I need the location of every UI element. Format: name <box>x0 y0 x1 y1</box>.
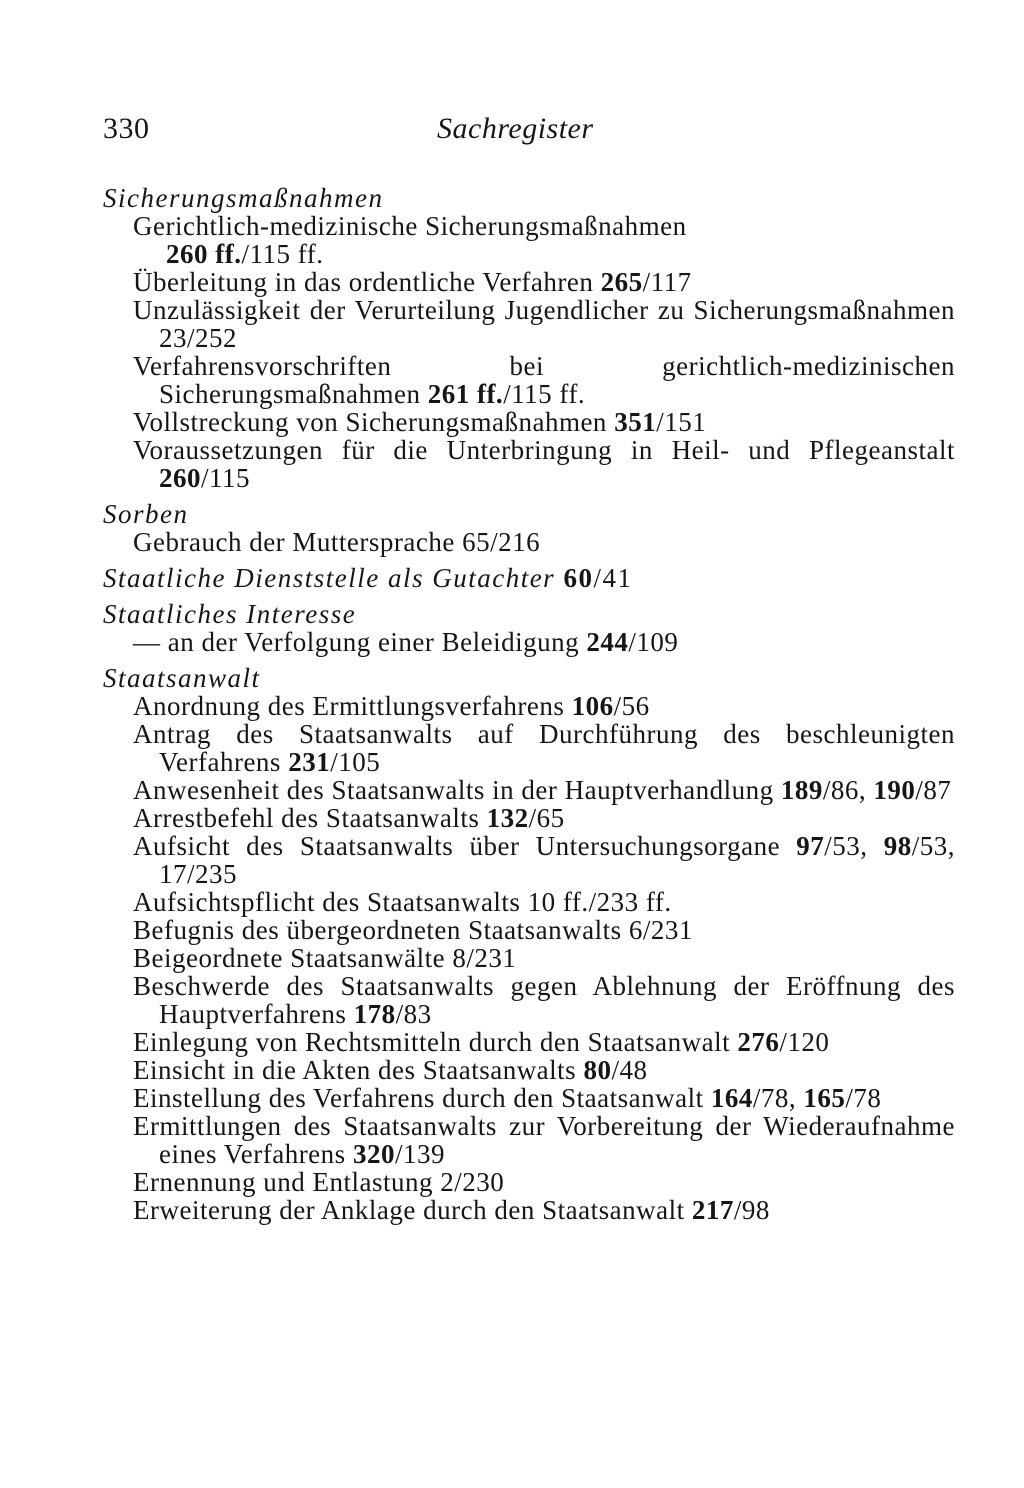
index-entry: Aufsichtspflicht des Staatsanwalts 10 ff./233 ff. <box>133 887 672 917</box>
index-section <box>103 184 955 492</box>
index-entry: Überleitung in das ordentliche Verfahren 265/117 <box>133 267 692 297</box>
index-entry: Verfahrensvorschriften bei gerichtlich-medizinischen Sicherungsmaßnahmen 261 ff./115 ff. <box>133 351 955 409</box>
index-entry: Aufsicht des Staatsanwalts über Untersuchungsorgane 97/53, 98/53, 17/235 <box>133 831 955 889</box>
section-heading: Staatliches Interesse <box>103 599 357 629</box>
section-heading: Staatliche Dienststelle als Gutachter 60/41 <box>103 563 633 593</box>
index-entry: Arrestbefehl des Staatsanwalts 132/65 <box>133 803 565 833</box>
index-entry: Beigeordnete Staatsanwälte 8/231 <box>133 943 517 973</box>
index-entry: Anwesenheit des Staatsanwalts in der Hauptverhandlung 189/86, 190/87 <box>133 775 952 805</box>
index-entry: Erweiterung der Anklage durch den Staatsanwalt 217/98 <box>133 1195 770 1225</box>
index-entry: Beschwerde des Staatsanwalts gegen Ablehnung der Eröffnung des Hauptverfahrens 178/83 <box>133 971 955 1029</box>
index-entry: Unzulässigkeit der Verurteilung Jugendlicher zu Sicherungsmaßnahmen 23/252 <box>133 295 955 353</box>
index-section <box>103 564 955 592</box>
section-heading: Sorben <box>103 499 189 529</box>
index-entry: Befugnis des übergeordneten Staatsanwalts 6/231 <box>133 915 693 945</box>
index-entry: — an der Verfolgung einer Beleidigung 244/109 <box>133 627 679 657</box>
section-heading: Sicherungsmaßnahmen <box>103 183 384 213</box>
page-number: 330 <box>103 112 150 145</box>
index-section <box>103 600 955 656</box>
index-entry: Vollstreckung von Sicherungsmaßnahmen 351/151 <box>133 407 707 437</box>
index-entry: Ermittlungen des Staatsanwalts zur Vorbereitung der Wiederaufnahme eines Verfahrens 320/139 <box>133 1111 955 1169</box>
index-content <box>103 184 955 1232</box>
index-entry: Voraussetzungen für die Unterbringung in Heil- und Pflegeanstalt 260/115 <box>133 435 955 493</box>
index-entry: Gebrauch der Muttersprache 65/216 <box>133 527 541 557</box>
index-entry: Einstellung des Verfahrens durch den Staatsanwalt 164/78, 165/78 <box>133 1083 882 1113</box>
index-entry: Ernennung und Entlastung 2/230 <box>133 1167 505 1197</box>
running-head: Sachregister <box>437 112 594 145</box>
index-entry: Antrag des Staatsanwalts auf Durchführung des beschleunigten Verfahrens 231/105 <box>133 719 955 777</box>
section-heading: Staatsanwalt <box>103 663 261 693</box>
index-section <box>103 500 955 556</box>
index-entry: Einsicht in die Akten des Staatsanwalts 80/48 <box>133 1055 648 1085</box>
page-header <box>103 112 953 152</box>
index-entry: Anordnung des Ermittlungsverfahrens 106/56 <box>133 691 650 721</box>
index-entry: Einlegung von Rechtsmitteln durch den Staatsanwalt 276/120 <box>133 1027 830 1057</box>
index-section <box>103 664 955 1224</box>
index-entry: Gerichtlich-medizinische Sicherungsmaßnahmen 260 ff./115 ff. <box>133 211 687 269</box>
